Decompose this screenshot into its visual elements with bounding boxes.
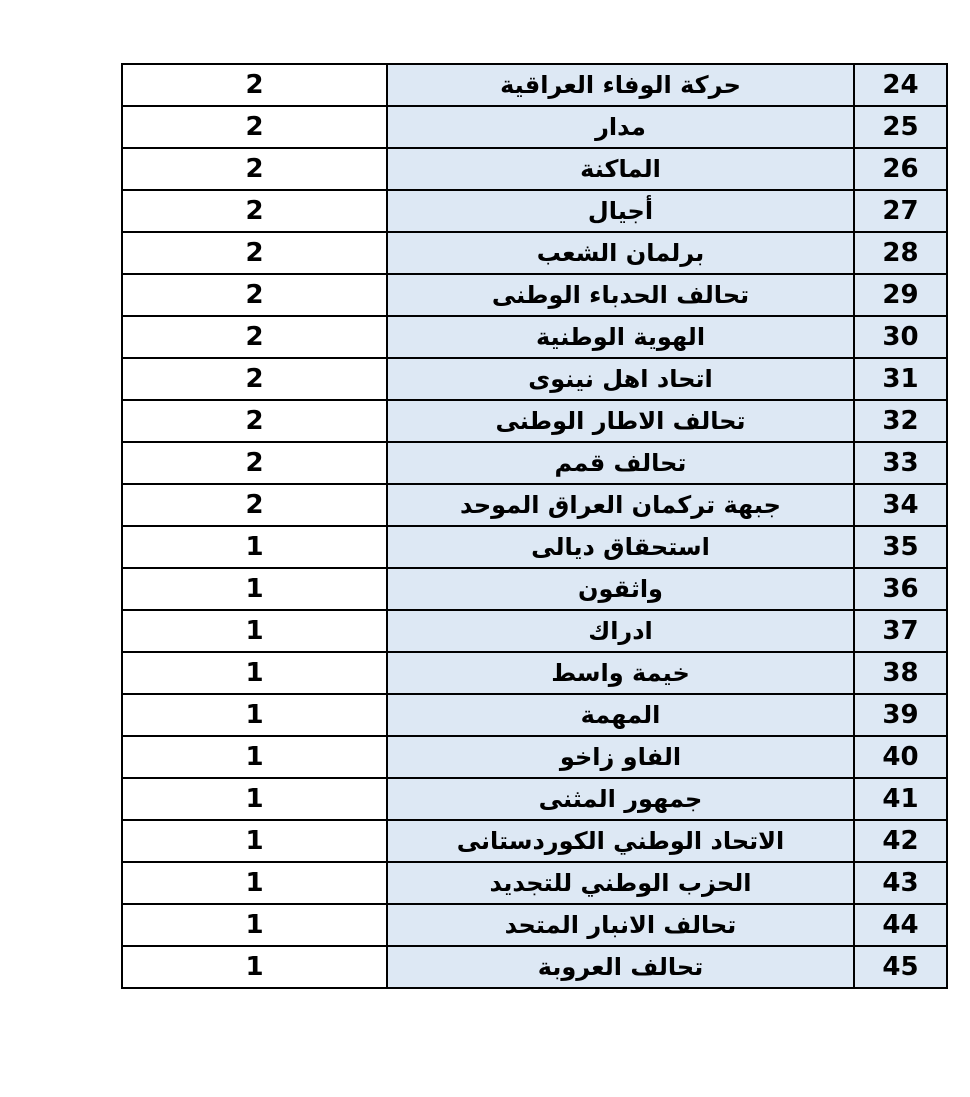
party-name-cell: الماكنة xyxy=(387,148,854,190)
row-number-cell: 36 xyxy=(854,568,947,610)
row-number-cell: 28 xyxy=(854,232,947,274)
party-name-cell: تحالف الاطار الوطنى xyxy=(387,400,854,442)
table-row xyxy=(122,358,947,400)
table-row xyxy=(122,904,947,946)
seats-cell: 2 xyxy=(122,484,387,526)
party-name-cell: ادراك xyxy=(387,610,854,652)
row-number-cell: 24 xyxy=(854,64,947,106)
seats-cell: 1 xyxy=(122,526,387,568)
table-row xyxy=(122,694,947,736)
party-name-cell: الاتحاد الوطني الكوردستانى xyxy=(387,820,854,862)
row-number-cell: 35 xyxy=(854,526,947,568)
party-name-cell: المهمة xyxy=(387,694,854,736)
table-row xyxy=(122,736,947,778)
seats-cell: 1 xyxy=(122,736,387,778)
table-row xyxy=(122,274,947,316)
row-number-cell: 39 xyxy=(854,694,947,736)
party-name-cell: أجيال xyxy=(387,190,854,232)
seats-cell: 1 xyxy=(122,610,387,652)
party-name-cell: جمهور المثنى xyxy=(387,778,854,820)
party-name-cell: واثقون xyxy=(387,568,854,610)
table-row xyxy=(122,484,947,526)
seats-cell: 1 xyxy=(122,904,387,946)
party-name-cell: الهوية الوطنية xyxy=(387,316,854,358)
seats-cell: 1 xyxy=(122,694,387,736)
row-number-cell: 25 xyxy=(854,106,947,148)
row-number-cell: 38 xyxy=(854,652,947,694)
table-body xyxy=(122,64,947,988)
table-row xyxy=(122,862,947,904)
row-number-cell: 40 xyxy=(854,736,947,778)
seats-cell: 2 xyxy=(122,64,387,106)
party-name-cell: تحالف قمم xyxy=(387,442,854,484)
party-name-cell: الفاو زاخو xyxy=(387,736,854,778)
seats-cell: 2 xyxy=(122,106,387,148)
party-name-cell: حركة الوفاء العراقية xyxy=(387,64,854,106)
row-number-cell: 41 xyxy=(854,778,947,820)
table-row xyxy=(122,778,947,820)
seats-cell: 1 xyxy=(122,946,387,988)
row-number-cell: 33 xyxy=(854,442,947,484)
table-row xyxy=(122,526,947,568)
table-row xyxy=(122,946,947,988)
seats-cell: 1 xyxy=(122,778,387,820)
table-row xyxy=(122,106,947,148)
party-name-cell: اتحاد اهل نينوى xyxy=(387,358,854,400)
seats-cell: 1 xyxy=(122,568,387,610)
seats-cell: 2 xyxy=(122,232,387,274)
seats-cell: 2 xyxy=(122,400,387,442)
seats-cell: 2 xyxy=(122,274,387,316)
party-name-cell: الحزب الوطني للتجديد xyxy=(387,862,854,904)
table-row xyxy=(122,316,947,358)
party-name-cell: تحالف العروبة xyxy=(387,946,854,988)
table-row xyxy=(122,64,947,106)
row-number-cell: 44 xyxy=(854,904,947,946)
table-row xyxy=(122,442,947,484)
row-number-cell: 42 xyxy=(854,820,947,862)
party-name-cell: تحالف الانبار المتحد xyxy=(387,904,854,946)
row-number-cell: 37 xyxy=(854,610,947,652)
party-name-cell: مدار xyxy=(387,106,854,148)
party-name-cell: تحالف الحدباء الوطنى xyxy=(387,274,854,316)
table-row xyxy=(122,148,947,190)
table-row xyxy=(122,232,947,274)
table-row xyxy=(122,190,947,232)
row-number-cell: 43 xyxy=(854,862,947,904)
table-row xyxy=(122,610,947,652)
results-table xyxy=(121,63,948,989)
seats-cell: 1 xyxy=(122,652,387,694)
row-number-cell: 32 xyxy=(854,400,947,442)
table-row xyxy=(122,568,947,610)
row-number-cell: 27 xyxy=(854,190,947,232)
seats-cell: 1 xyxy=(122,862,387,904)
seats-cell: 2 xyxy=(122,190,387,232)
table-row xyxy=(122,400,947,442)
party-name-cell: خيمة واسط xyxy=(387,652,854,694)
seats-cell: 2 xyxy=(122,148,387,190)
row-number-cell: 26 xyxy=(854,148,947,190)
party-name-cell: استحقاق ديالى xyxy=(387,526,854,568)
table-row xyxy=(122,652,947,694)
row-number-cell: 29 xyxy=(854,274,947,316)
party-name-cell: برلمان الشعب xyxy=(387,232,854,274)
seats-cell: 2 xyxy=(122,442,387,484)
row-number-cell: 30 xyxy=(854,316,947,358)
party-name-cell: جبهة تركمان العراق الموحد xyxy=(387,484,854,526)
row-number-cell: 34 xyxy=(854,484,947,526)
seats-cell: 2 xyxy=(122,316,387,358)
seats-cell: 2 xyxy=(122,358,387,400)
row-number-cell: 31 xyxy=(854,358,947,400)
table-row xyxy=(122,820,947,862)
seats-cell: 1 xyxy=(122,820,387,862)
row-number-cell: 45 xyxy=(854,946,947,988)
